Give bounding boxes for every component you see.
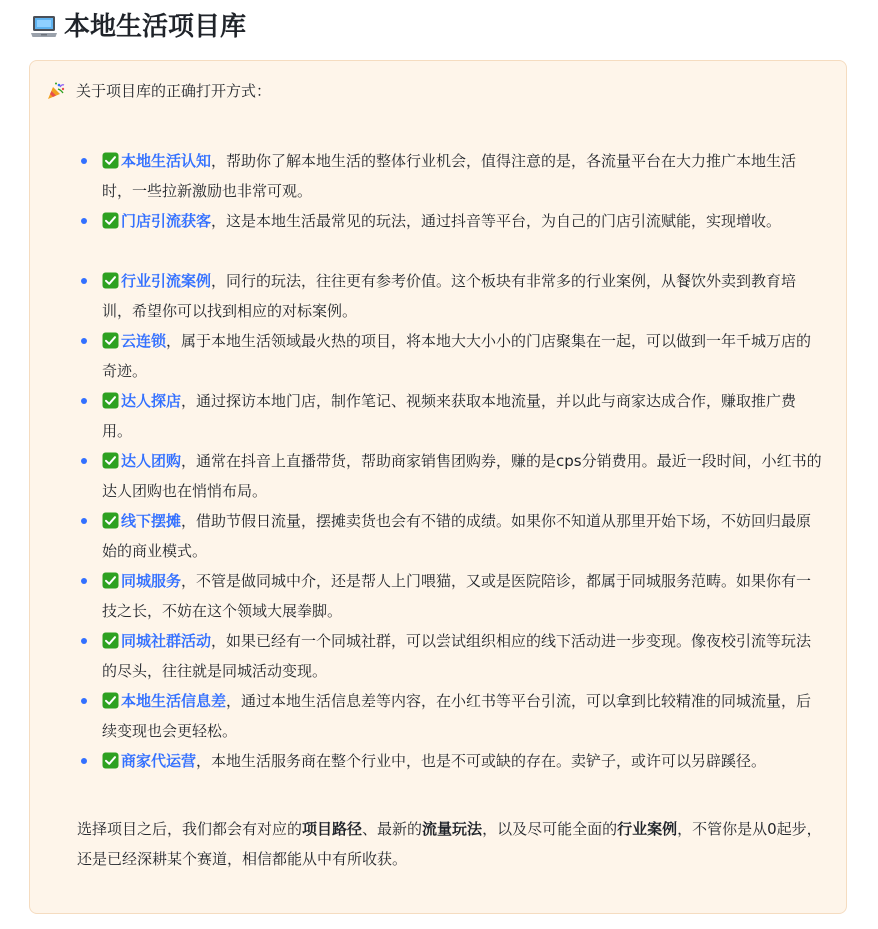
page-header (30, 8, 246, 46)
summary-bold-industry-cases: 行业案例 (617, 820, 678, 838)
item-description: ，通过本地生活信息差等内容，在小红书等平台引流，可以拿到比较精准的同城流量，后续变现也会更轻松。 (102, 692, 812, 740)
bullet-dot (81, 338, 87, 344)
list-item (30, 446, 846, 506)
check-mark-icon (102, 389, 119, 406)
party-popper-icon (46, 81, 66, 101)
bullet-dot (81, 278, 87, 284)
summary-bold-project-path: 项目路径 (302, 820, 363, 838)
list-item (30, 326, 846, 386)
item-name: 达人团购 (121, 452, 182, 470)
bullet-dot (81, 158, 87, 164)
list-item (30, 686, 846, 746)
check-mark-icon (102, 269, 119, 286)
list-item (30, 566, 846, 626)
item-description: ，通常在抖音上直播带货，帮助商家销售团购券，赚的是cps分销费用。最近一段时间，小红书的达人团购也在悄悄布局。 (102, 452, 822, 500)
summary-paragraph (77, 814, 829, 874)
check-mark-icon (102, 209, 119, 226)
item-description: ，本地生活服务商在整个行业中，也是不可或缺的存在。卖铲子，或许可以另辟蹊径。 (196, 752, 767, 770)
item-name: 门店引流获客 (121, 212, 212, 230)
item-description: ，这是本地生活最常见的玩法，通过抖音等平台，为自己的门店引流赋能，实现增收。 (211, 212, 782, 230)
item-name: 线下摆摊 (121, 512, 182, 530)
item-name: 行业引流案例 (121, 272, 212, 290)
summary-text: ，不管你是从0起步，还是已经深耕某个赛道，相信都能从中有所收获。 (77, 820, 822, 868)
list-item (30, 206, 846, 266)
summary-text: ，以及尽可能全面的 (482, 820, 618, 838)
bullet-dot (81, 458, 87, 464)
summary-bold-traffic-play: 流量玩法 (422, 820, 483, 838)
item-name: 云连锁 (121, 332, 167, 350)
list-item (30, 146, 846, 206)
item-name: 本地生活信息差 (121, 692, 227, 710)
list-item (30, 746, 846, 806)
laptop-icon (30, 13, 58, 41)
list-item (30, 266, 846, 326)
bullet-dot (81, 758, 87, 764)
summary-text: 、最新的 (362, 820, 423, 838)
callout-box (29, 60, 847, 914)
check-mark-icon (102, 149, 119, 166)
item-description: ，如果已经有一个同城社群，可以尝试组织相应的线下活动进一步变现。像夜校引流等玩法的尽头，往往就是同城活动变现。 (102, 632, 812, 680)
check-mark-icon (102, 749, 119, 766)
summary-text: 选择项目之后，我们都会有对应的 (77, 820, 303, 838)
check-mark-icon (102, 689, 119, 706)
item-description: ，属于本地生活领域最火热的项目，将本地大大小小的门店聚集在一起，可以做到一年千城万店的奇迹。 (102, 332, 812, 380)
item-description: ，帮助你了解本地生活的整体行业机会，值得注意的是，各流量平台在大力推广本地生活时，一些拉新激励也非常可观。 (102, 152, 797, 200)
page-title: 本地生活项目库 (64, 12, 247, 42)
check-mark-icon (102, 629, 119, 646)
list-item (30, 506, 846, 566)
item-description: ，同行的玩法，往往更有参考价值。这个板块有非常多的行业案例，从餐饮外卖到教育培训，希望你可以找到相应的对标案例。 (102, 272, 797, 320)
callout-header (46, 79, 271, 103)
callout-title: 关于项目库的正确打开方式： (76, 82, 272, 100)
item-name: 达人探店 (121, 392, 182, 410)
bullet-dot (81, 578, 87, 584)
check-mark-icon (102, 569, 119, 586)
project-list (30, 146, 846, 806)
bullet-dot (81, 638, 87, 644)
item-name: 本地生活认知 (121, 152, 212, 170)
list-item (30, 386, 846, 446)
bullet-dot (81, 698, 87, 704)
bullet-dot (81, 398, 87, 404)
check-mark-icon (102, 449, 119, 466)
bullet-dot (81, 218, 87, 224)
item-name: 商家代运营 (121, 752, 197, 770)
check-mark-icon (102, 329, 119, 346)
item-name: 同城服务 (121, 572, 182, 590)
bullet-dot (81, 518, 87, 524)
check-mark-icon (102, 509, 119, 526)
item-name: 同城社群活动 (121, 632, 212, 650)
item-description: ，通过探访本地门店，制作笔记、视频来获取本地流量，并以此与商家达成合作，赚取推广费用。 (102, 392, 797, 440)
item-description: ，借助节假日流量，摆摊卖货也会有不错的成绩。如果你不知道从那里开始下场，不妨回归最原始的商业模式。 (102, 512, 812, 560)
list-item (30, 626, 846, 686)
item-description: ，不管是做同城中介，还是帮人上门喂猫，又或是医院陪诊，都属于同城服务范畴。如果你有一技之长，不妨在这个领域大展拳脚。 (102, 572, 812, 620)
